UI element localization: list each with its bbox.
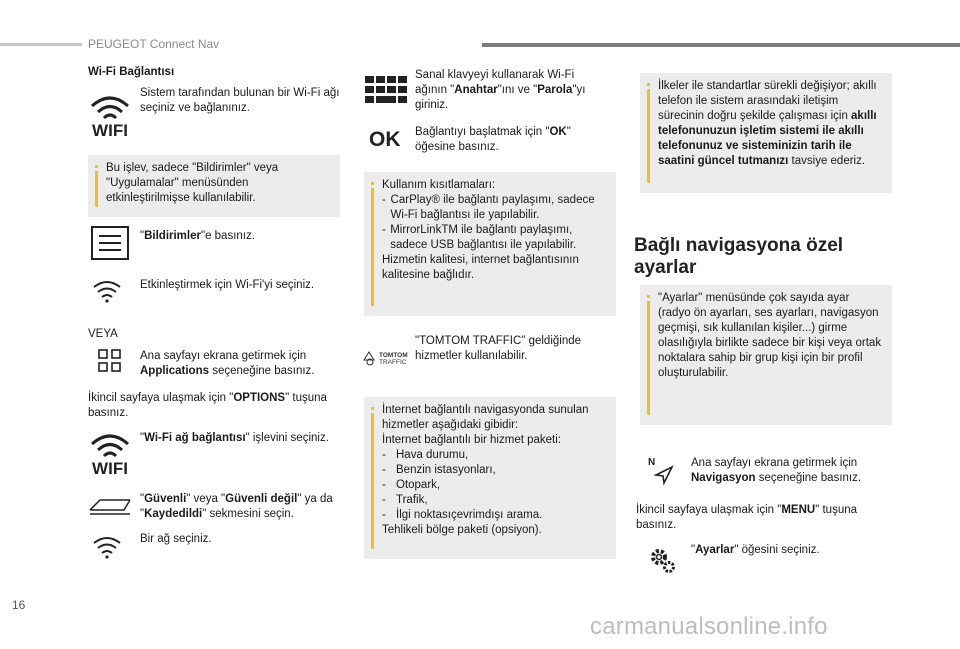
- ok-icon: OK: [369, 128, 401, 151]
- svg-text:TRAFFIC: TRAFFIC: [379, 359, 407, 366]
- services-intro: İnternet bağlantılı navigasyonda sunulan hizmetler aşağıdaki gibidir:: [382, 404, 589, 431]
- keyboard-instruction: Sanal klavyeyi kullanarak Wi-Fi ağının "Anahtar"ını ve "Parola"yı giriniz.: [415, 69, 586, 111]
- note-profiles: "Ayarlar" menüsünde çok sayıda ayar (radyo ön ayarları, ses ayarları, navigasyon geçmişi, sık kullanılan kişiler...) girme olasılığıyla birlikte sadece bir kişi veya ortak noktalara sahip bir grup kişi için bir profil oluşturulabilir.: [640, 285, 892, 425]
- activate-wifi-text: Etkinleştirmek için Wi-Fi'yi seçiniz.: [140, 279, 315, 291]
- list-item: - Benzin istasyonları,: [382, 464, 496, 476]
- list-item: - Hava durumu,: [382, 449, 469, 461]
- section-heading: Bağlı navigasyona özel ayarlar: [634, 235, 844, 278]
- note-usage-restrictions: [364, 172, 616, 316]
- applications-grid-icon: [98, 349, 122, 373]
- secure-tabs-instruction: "Güvenli" veya "Güvenli değil" ya da "Kaydedildi" sekmesini seçin.: [140, 493, 333, 520]
- list-item: - CarPlay® ile bağlantı paylaşımı, sadece Wi-Fi bağlantısı ile yapılabilir.: [382, 194, 595, 221]
- tabs-icon: [88, 496, 132, 516]
- menu-instruction: İkincil sayfaya ulaşmak için "MENU" tuşuna basınız.: [636, 504, 858, 531]
- ok-instruction: Bağlantıyı başlatmak için "OK" öğesine basınız.: [415, 126, 571, 153]
- notifications-list-icon: [91, 226, 129, 260]
- note-marker: [95, 165, 98, 207]
- list-item: - Trafik,: [382, 494, 428, 506]
- services-package: İnternet bağlantılı bir hizmet paketi:: [382, 434, 561, 446]
- or-label: VEYA: [88, 328, 118, 340]
- home-applications-text: Ana sayfayı ekrana getirmek için Applications seçeneğine basınız.: [140, 350, 315, 377]
- wifi-share-instruction: "Wi-Fi ağ bağlantısı" işlevini seçiniz.: [140, 432, 329, 444]
- select-network-text: Sistem tarafından bulunan bir Wi-Fi ağı seçiniz ve bağlanınız.: [140, 87, 340, 114]
- options-instruction: İkincil sayfaya ulaşmak için "OPTIONS" tuşuna basınız.: [88, 392, 327, 419]
- tomtom-traffic-text: "TOMTOM TRAFFIC" geldiğinde hizmetler kullanılabilir.: [415, 335, 582, 362]
- note-notifications: [88, 155, 340, 217]
- wifi-section-title: Wi-Fi Bağlantısı: [88, 66, 175, 78]
- wifi-small-icon: [92, 279, 122, 303]
- notifications-instruction: "Bildirimler"e basınız.: [140, 230, 255, 242]
- list-item: - İlgi noktasıçevrimdışı arama.: [382, 509, 543, 521]
- wifi-share-icon: [88, 428, 132, 478]
- wifi-icon: [88, 90, 132, 140]
- tomtom-traffic-icon: [362, 348, 412, 368]
- wifi-network-icon: [92, 535, 122, 559]
- header-title: PEUGEOT Connect Nav: [88, 37, 220, 51]
- svg-text:TOMTOM: TOMTOM: [379, 352, 408, 359]
- header-rule-left: [0, 43, 82, 46]
- navigation-arrow-icon: [648, 455, 676, 483]
- note-text: Bu işlev, sadece "Bildirimler" veya "Uygulamalar" menüsünden etkinleştirilmişse kullanılabilir.: [106, 162, 279, 204]
- note-connected-services: [364, 397, 616, 559]
- services-footer: Tehlikeli bölge paketi (opsiyon).: [382, 524, 542, 536]
- watermark: carmanualsonline.info: [590, 613, 828, 640]
- list-item: - MirrorLinkTM ile bağlantı paylaşımı, sadece USB bağlantısı ile yapılabilir.: [382, 224, 577, 251]
- settings-instruction: "Ayarlar" öğesini seçiniz.: [691, 544, 820, 556]
- keyboard-icon: [365, 76, 409, 106]
- restrictions-title: Kullanım kısıtlamaları:: [382, 179, 496, 191]
- header-rule-right: [482, 43, 960, 47]
- wifi-icon-text: WIFI: [92, 121, 128, 140]
- restrictions-footer: Hizmetin kalitesi, internet bağlantısının kalitesine bağlıdır.: [382, 254, 579, 281]
- page-number: 16: [12, 598, 26, 612]
- note-smartphone-update: İlkeler ile standartlar sürekli değişiyor; akıllı telefon ile sistem arasındaki iletişim sürecinin doğru şekilde çalışması için akıllı telefonunuzun işletim sistemi ile akıllı telefonunuz ve sisteminizin tarih ile saatini güncel tutmanızı tavsiye ederiz.: [640, 73, 892, 193]
- settings-gear-icon: [648, 546, 676, 574]
- navigation-instruction: Ana sayfayı ekrana getirmek için Navigasyon seçeneğine basınız.: [691, 457, 862, 484]
- svg-text:N: N: [648, 457, 656, 468]
- choose-network-text: Bir ağ seçiniz.: [140, 533, 212, 545]
- list-item: - Otopark,: [382, 479, 441, 491]
- svg-text:WIFI: WIFI: [92, 459, 128, 478]
